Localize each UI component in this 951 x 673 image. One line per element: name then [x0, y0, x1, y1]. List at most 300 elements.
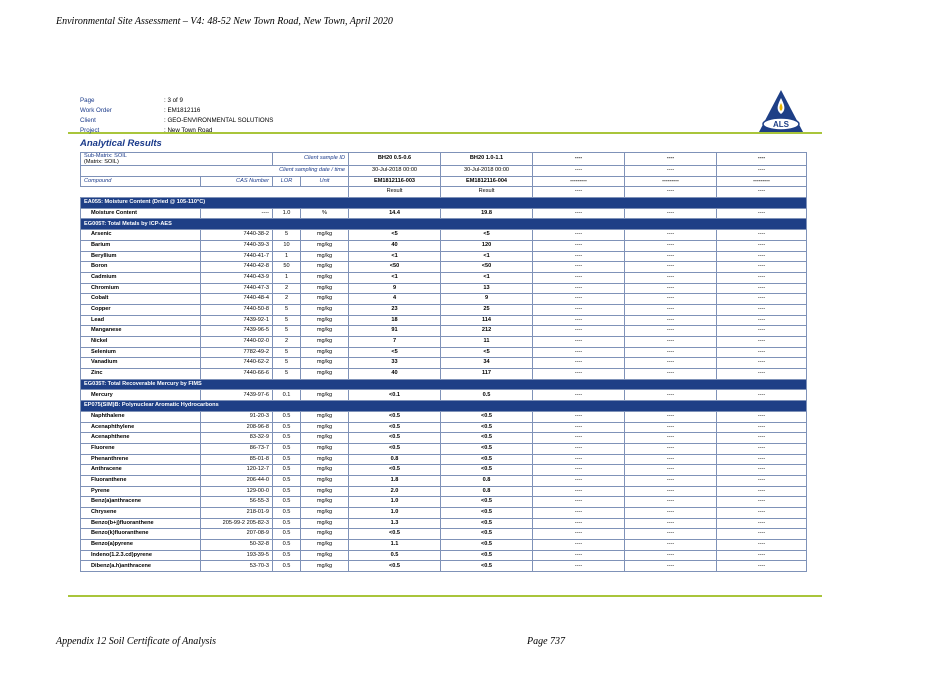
result-value: <0.5 [441, 465, 533, 476]
result-value: ---- [717, 262, 807, 273]
meta-project [80, 126, 273, 136]
unit-value: mg/kg [301, 433, 349, 444]
lor-value: 5 [273, 326, 301, 337]
table-row [81, 454, 807, 465]
matrix-cell [81, 153, 273, 166]
result-value: 33 [349, 358, 441, 369]
sampling-date-row [81, 166, 807, 177]
result-value: ---- [717, 561, 807, 572]
compound-name: Phenanthrene [81, 454, 201, 465]
lor-value: 2 [273, 294, 301, 305]
result-value: ---- [717, 283, 807, 294]
result-value: ---- [717, 497, 807, 508]
page-title: Analytical Results [80, 138, 162, 149]
result-value: ---- [625, 390, 717, 401]
cas-number: 218-01-9 [201, 508, 273, 519]
compound-name: Benzo(a)pyrene [81, 540, 201, 551]
result-value: <0.5 [349, 443, 441, 454]
result-value: ---- [717, 486, 807, 497]
table-row [81, 497, 807, 508]
sample-id-row [81, 153, 807, 166]
result-value: ---- [625, 497, 717, 508]
cas-number: 7440-50-8 [201, 304, 273, 315]
result-value: ---- [717, 240, 807, 251]
unit-value: mg/kg [301, 347, 349, 358]
table-row [81, 465, 807, 476]
result-value: ---- [533, 294, 625, 305]
result-value: ---- [717, 411, 807, 422]
result-value: ---- [533, 304, 625, 315]
lor-value: 1 [273, 272, 301, 283]
unit-value: mg/kg [301, 326, 349, 337]
result-value: ---- [717, 337, 807, 348]
result-value: ---- [717, 422, 807, 433]
result-value: 1.3 [349, 518, 441, 529]
meta-value: : New Town Road [164, 127, 213, 134]
unit-value: mg/kg [301, 508, 349, 519]
result-value: ---- [533, 433, 625, 444]
result-value: ---- [625, 294, 717, 305]
compound-name: Anthracene [81, 465, 201, 476]
result-value: <0.5 [441, 497, 533, 508]
table-row [81, 272, 807, 283]
result-value: <0.5 [441, 561, 533, 572]
result-value: ---- [625, 561, 717, 572]
result-value: <5 [441, 230, 533, 241]
table-row [81, 369, 807, 380]
result-value: 19.8 [441, 208, 533, 219]
table-row [81, 326, 807, 337]
table-row [81, 550, 807, 561]
cas-number: 7440-43-9 [201, 272, 273, 283]
result-value: ---- [717, 443, 807, 454]
result-value: ---- [533, 240, 625, 251]
lor-value: 5 [273, 304, 301, 315]
compound-name: Cobalt [81, 294, 201, 305]
result-value: ---- [625, 518, 717, 529]
table-row [81, 294, 807, 305]
result-value: <5 [349, 347, 441, 358]
cas-number: 50-32-8 [201, 540, 273, 551]
unit-value: mg/kg [301, 529, 349, 540]
result-value: ---- [533, 230, 625, 241]
table-row [81, 337, 807, 348]
compound-header: Compound [81, 176, 201, 187]
table-row [81, 475, 807, 486]
cas-number: 7440-02-0 [201, 337, 273, 348]
meta-value: : GEO-ENVIRONMENTAL SOLUTIONS [164, 117, 274, 124]
section-header-row [81, 401, 807, 412]
result-value: ---- [717, 315, 807, 326]
cas-number: ---- [201, 208, 273, 219]
result-label-row [81, 187, 807, 198]
result-value: ---- [625, 347, 717, 358]
result-value: <1 [441, 251, 533, 262]
unit-value: mg/kg [301, 262, 349, 273]
meta-label: Page [80, 97, 95, 104]
lor-value: 5 [273, 230, 301, 241]
result-value: 117 [441, 369, 533, 380]
result-value: ---- [533, 358, 625, 369]
result-value: ---- [625, 358, 717, 369]
report-meta [80, 96, 273, 136]
compound-name: Chromium [81, 283, 201, 294]
result-value: 1.8 [349, 475, 441, 486]
result-value: <0.5 [441, 443, 533, 454]
compound-name: Pyrene [81, 486, 201, 497]
result-value: ---- [717, 326, 807, 337]
lab-id: EM1812116-004 [441, 176, 533, 187]
unit-value: mg/kg [301, 518, 349, 529]
spacer-cell [81, 187, 349, 198]
lor-value: 0.5 [273, 411, 301, 422]
document-header: Environmental Site Assessment – V4: 48-52 New Town Road, New Town, April 2020 [56, 16, 393, 27]
result-value: ---- [625, 272, 717, 283]
result-value: ---- [625, 540, 717, 551]
cas-number: 7440-66-6 [201, 369, 273, 380]
unit-value: mg/kg [301, 283, 349, 294]
cas-number: 56-55-3 [201, 497, 273, 508]
section-header-row [81, 379, 807, 390]
table-row [81, 390, 807, 401]
table-row [81, 411, 807, 422]
cas-number: 7440-47-3 [201, 283, 273, 294]
result-label: ---- [717, 187, 807, 198]
footer-page-number: Page 737 [527, 636, 566, 647]
result-value: <0.5 [441, 518, 533, 529]
unit-value: mg/kg [301, 422, 349, 433]
result-value: ---- [717, 550, 807, 561]
compound-name: Benzo(b+j)fluoranthene [81, 518, 201, 529]
cas-number: 120-12-7 [201, 465, 273, 476]
result-value: 40 [349, 369, 441, 380]
cas-number: 7440-48-4 [201, 294, 273, 305]
lor-value: 0.5 [273, 497, 301, 508]
result-value: ---- [717, 208, 807, 219]
unit-value: mg/kg [301, 465, 349, 476]
unit-value: mg/kg [301, 337, 349, 348]
unit-value: mg/kg [301, 454, 349, 465]
result-value: <1 [349, 272, 441, 283]
result-value: ---- [717, 475, 807, 486]
result-value: ---- [625, 315, 717, 326]
result-value: 0.5 [349, 550, 441, 561]
lor-value: 10 [273, 240, 301, 251]
result-value: ---- [625, 433, 717, 444]
table-row [81, 358, 807, 369]
result-value: <5 [441, 347, 533, 358]
unit-value: mg/kg [301, 315, 349, 326]
cas-header: CAS Number [201, 176, 273, 187]
result-value: ---- [533, 486, 625, 497]
lor-value: 5 [273, 358, 301, 369]
result-value: ---- [533, 475, 625, 486]
lor-value: 0.5 [273, 422, 301, 433]
compound-name: Benz(a)anthracene [81, 497, 201, 508]
result-label: ---- [533, 187, 625, 198]
compound-name: Nickel [81, 337, 201, 348]
result-value: 40 [349, 240, 441, 251]
result-value: ---- [717, 454, 807, 465]
cas-number: 193-39-5 [201, 550, 273, 561]
result-value: <0.5 [441, 454, 533, 465]
compound-name: Acenaphthylene [81, 422, 201, 433]
section-title: EG035T: Total Recoverable Mercury by FIMS [81, 379, 807, 390]
cas-number: 7782-49-2 [201, 347, 273, 358]
result-value: ---- [717, 358, 807, 369]
result-value: ---- [717, 529, 807, 540]
unit-value: mg/kg [301, 540, 349, 551]
result-value: ---- [717, 433, 807, 444]
unit-value: mg/kg [301, 550, 349, 561]
cas-number: 7440-41-7 [201, 251, 273, 262]
result-value: 2.0 [349, 486, 441, 497]
result-value: ---- [625, 550, 717, 561]
result-value: <0.5 [441, 550, 533, 561]
result-value: <50 [441, 262, 533, 273]
table-row [81, 529, 807, 540]
sample-id: ---- [533, 153, 625, 166]
section-header-row [81, 198, 807, 209]
result-value: ---- [533, 422, 625, 433]
meta-value: : 3 of 9 [164, 97, 183, 104]
result-value: 11 [441, 337, 533, 348]
unit-value: mg/kg [301, 272, 349, 283]
result-value: ---- [717, 272, 807, 283]
lab-id-row [81, 176, 807, 187]
cas-number: 7439-97-6 [201, 390, 273, 401]
table-row [81, 283, 807, 294]
compound-name: Chrysene [81, 508, 201, 519]
cas-number: 206-44-0 [201, 475, 273, 486]
lor-value: 0.5 [273, 508, 301, 519]
result-value: ---- [625, 443, 717, 454]
compound-name: Lead [81, 315, 201, 326]
result-value: <0.5 [441, 529, 533, 540]
lor-value: 5 [273, 369, 301, 380]
result-value: 114 [441, 315, 533, 326]
compound-name: Vanadium [81, 358, 201, 369]
cas-number: 7440-38-2 [201, 230, 273, 241]
lor-header: LOR [273, 176, 301, 187]
sample-date: 30-Jul-2018 00:00 [441, 166, 533, 177]
result-value: ---- [533, 518, 625, 529]
result-value: <0.5 [441, 508, 533, 519]
section-title: EA055: Moisture Content (Dried @ 105-110°C) [81, 198, 807, 209]
result-value: ---- [533, 347, 625, 358]
cas-number: 208-96-8 [201, 422, 273, 433]
result-value: ---- [625, 465, 717, 476]
result-value: 1.0 [349, 508, 441, 519]
result-value: ---- [717, 294, 807, 305]
unit-value: mg/kg [301, 358, 349, 369]
result-value: 4 [349, 294, 441, 305]
result-value: ---- [533, 465, 625, 476]
result-value: ---- [625, 208, 717, 219]
table-row [81, 508, 807, 519]
cas-number: 7440-42-8 [201, 262, 273, 273]
lor-value: 0.5 [273, 529, 301, 540]
unit-value: mg/kg [301, 411, 349, 422]
meta-client [80, 116, 273, 126]
result-value: ---- [717, 369, 807, 380]
lor-value: 50 [273, 262, 301, 273]
table-row [81, 540, 807, 551]
section-title: EG005T: Total Metals by ICP-AES [81, 219, 807, 230]
table-row [81, 443, 807, 454]
result-value: ---- [533, 208, 625, 219]
compound-name: Naphthalene [81, 411, 201, 422]
lor-value: 5 [273, 347, 301, 358]
sample-id: BH20 1.0-1.1 [441, 153, 533, 166]
compound-name: Mercury [81, 390, 201, 401]
meta-label: Project [80, 127, 100, 134]
lor-value: 2 [273, 283, 301, 294]
result-value: ---- [717, 230, 807, 241]
result-value: ---- [533, 508, 625, 519]
table-row [81, 347, 807, 358]
table-row [81, 518, 807, 529]
table-row [81, 251, 807, 262]
compound-name: Cadmium [81, 272, 201, 283]
cas-number: 83-32-9 [201, 433, 273, 444]
section-title: EP075(SIM)B: Polynuclear Aromatic Hydrocarbons [81, 401, 807, 412]
sample-date: ---- [717, 166, 807, 177]
table-row [81, 240, 807, 251]
table-row [81, 561, 807, 572]
lor-value: 2 [273, 337, 301, 348]
result-value: ---- [625, 304, 717, 315]
result-value: ---- [625, 422, 717, 433]
lor-value: 0.5 [273, 561, 301, 572]
result-value: ---- [533, 390, 625, 401]
result-value: ---- [533, 369, 625, 380]
compound-name: Selenium [81, 347, 201, 358]
lor-value: 0.5 [273, 550, 301, 561]
result-value: 7 [349, 337, 441, 348]
result-value: <0.5 [349, 433, 441, 444]
lor-value: 0.5 [273, 518, 301, 529]
result-value: ---- [533, 262, 625, 273]
unit-value: mg/kg [301, 304, 349, 315]
footer-title: Appendix 12 Soil Certificate of Analysis [56, 636, 217, 647]
compound-name: Moisture Content [81, 208, 201, 219]
lor-value: 0.5 [273, 465, 301, 476]
result-value: ---- [717, 347, 807, 358]
result-value: <0.5 [441, 433, 533, 444]
cas-number: 7440-39-3 [201, 240, 273, 251]
meta-work-order [80, 106, 273, 116]
compound-name: Dibenz(a.h)anthracene [81, 561, 201, 572]
result-value: 0.5 [441, 390, 533, 401]
compound-name: Benzo(k)fluoranthene [81, 529, 201, 540]
unit-value: mg/kg [301, 294, 349, 305]
result-value: <1 [349, 251, 441, 262]
unit-value: % [301, 208, 349, 219]
result-value: 18 [349, 315, 441, 326]
result-value: ---- [625, 337, 717, 348]
unit-header: Unit [301, 176, 349, 187]
compound-name: Copper [81, 304, 201, 315]
sub-matrix: Sub-Matrix: SOIL [84, 153, 127, 159]
cas-number: 7440-62-2 [201, 358, 273, 369]
result-value: <0.5 [349, 561, 441, 572]
result-value: ---- [533, 272, 625, 283]
bottom-rule [68, 595, 822, 597]
sampling-label: Client sampling date / time [81, 166, 349, 177]
cas-number: 207-08-9 [201, 529, 273, 540]
results-table [80, 152, 807, 572]
cas-number: 205-99-2 205-82-3 [201, 518, 273, 529]
result-value: ---- [717, 465, 807, 476]
result-value: ---- [625, 230, 717, 241]
compound-name: Zinc [81, 369, 201, 380]
result-value: 120 [441, 240, 533, 251]
unit-value: mg/kg [301, 230, 349, 241]
compound-name: Boron [81, 262, 201, 273]
result-value: ---- [533, 550, 625, 561]
lor-value: 5 [273, 315, 301, 326]
sample-date: 30-Jul-2018 00:00 [349, 166, 441, 177]
result-value: ---- [625, 369, 717, 380]
result-value: ---- [717, 390, 807, 401]
result-value: <50 [349, 262, 441, 273]
lor-value: 0.5 [273, 486, 301, 497]
result-value: <0.1 [349, 390, 441, 401]
result-value: ---- [625, 251, 717, 262]
sample-date: ---- [625, 166, 717, 177]
meta-label: Client [80, 117, 96, 124]
als-logo [757, 88, 805, 134]
unit-value: mg/kg [301, 240, 349, 251]
meta-value: : EM1812116 [164, 107, 201, 114]
result-value: <0.5 [441, 422, 533, 433]
unit-value: mg/kg [301, 251, 349, 262]
unit-value: mg/kg [301, 561, 349, 572]
result-value: ---- [717, 540, 807, 551]
table-row [81, 230, 807, 241]
result-value: ---- [533, 443, 625, 454]
lor-value: 0.1 [273, 390, 301, 401]
compound-name: Barium [81, 240, 201, 251]
result-value: ---- [533, 411, 625, 422]
result-value: 13 [441, 283, 533, 294]
result-value: <0.5 [349, 422, 441, 433]
compound-name: Indeno(1.2.3.cd)pyrene [81, 550, 201, 561]
unit-value: mg/kg [301, 390, 349, 401]
sample-date: ---- [533, 166, 625, 177]
result-value: ---- [717, 518, 807, 529]
table-row [81, 304, 807, 315]
meta-page [80, 96, 273, 106]
result-value: 212 [441, 326, 533, 337]
result-value: ---- [717, 251, 807, 262]
result-label: Result [441, 187, 533, 198]
result-label: ---- [625, 187, 717, 198]
result-value: ---- [533, 283, 625, 294]
lab-id: --------- [717, 176, 807, 187]
result-value: 14.4 [349, 208, 441, 219]
matrix: (Matrix: SOIL) [84, 159, 119, 165]
compound-name: Arsenic [81, 230, 201, 241]
table-row [81, 422, 807, 433]
result-value: ---- [625, 454, 717, 465]
result-value: 1.0 [349, 497, 441, 508]
table-row [81, 208, 807, 219]
result-value: ---- [625, 240, 717, 251]
cas-number: 129-00-0 [201, 486, 273, 497]
result-value: <0.5 [349, 465, 441, 476]
